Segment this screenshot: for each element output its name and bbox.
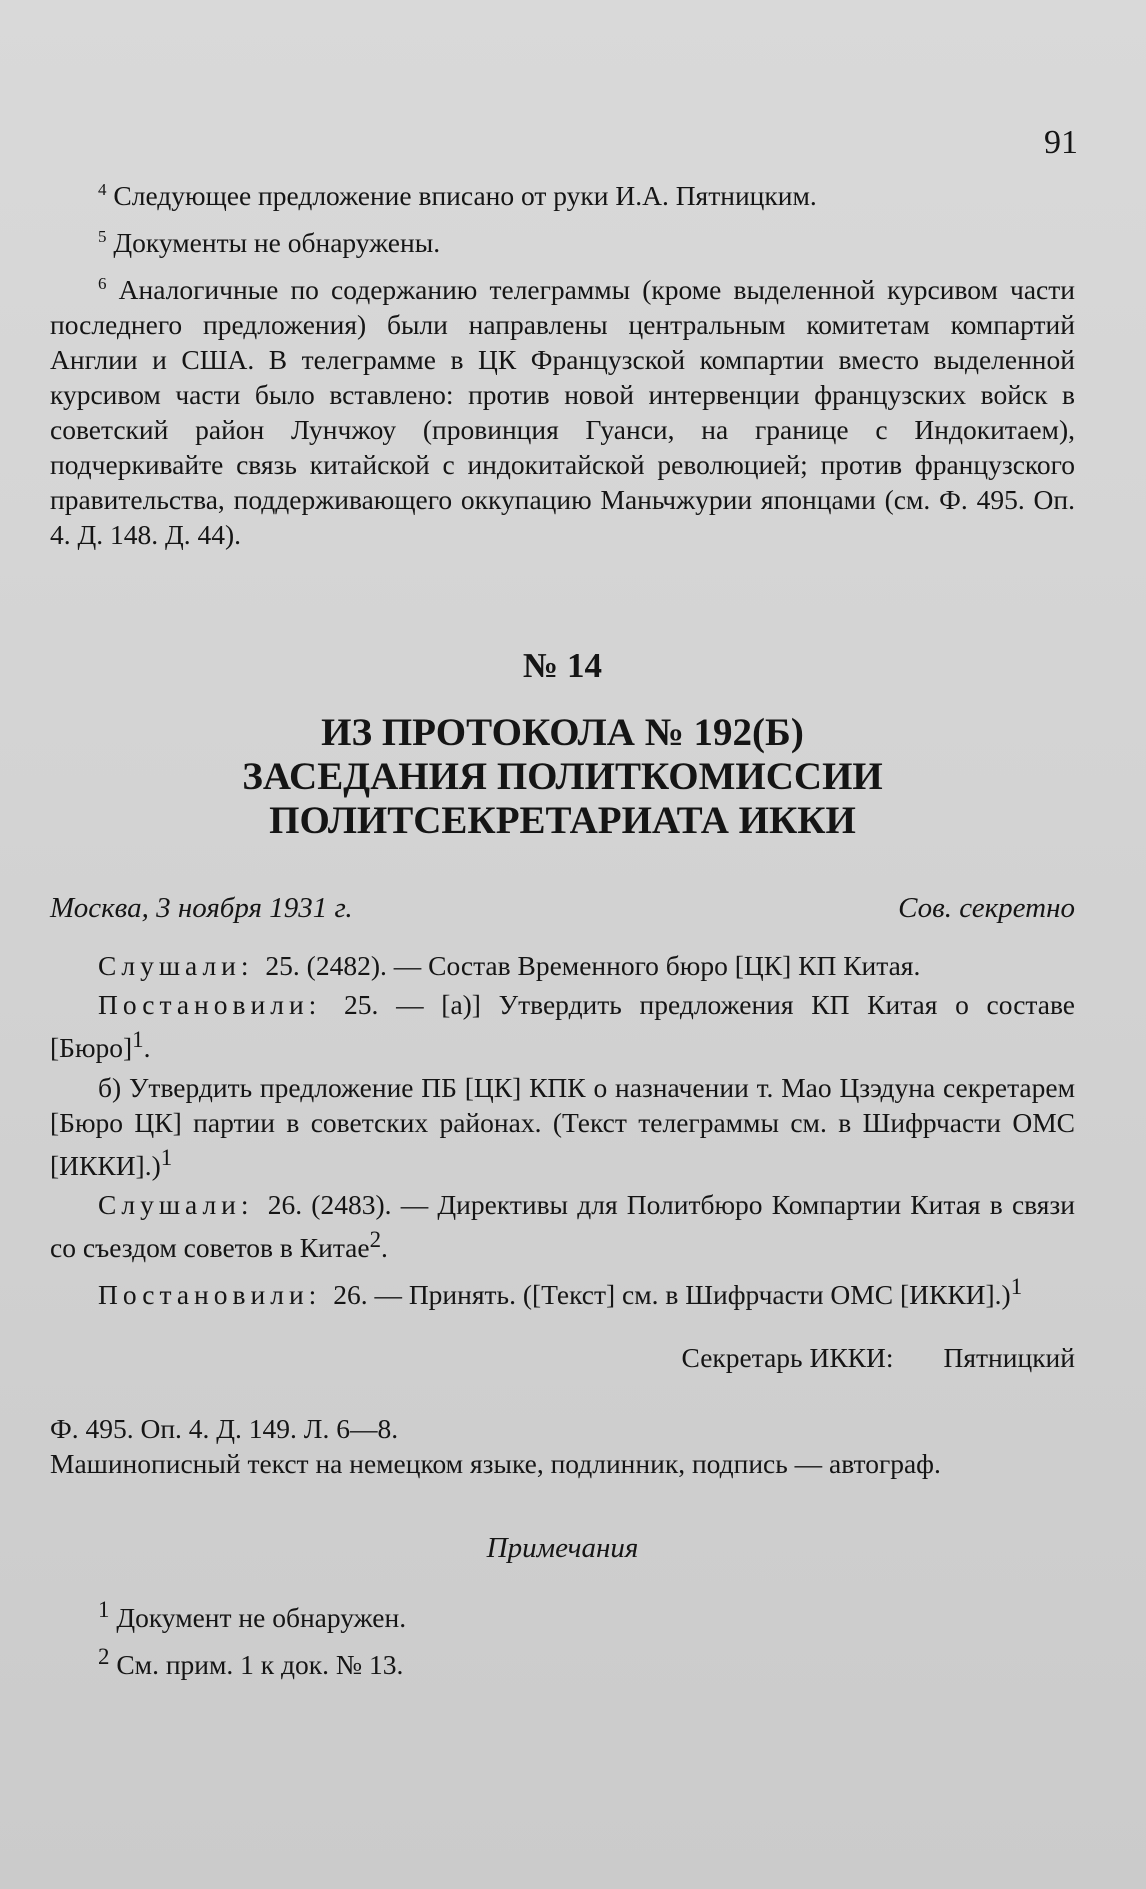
note-2: $^2$ См. прим. 1 к док. № 13. — [98, 1644, 404, 1681]
resolved-25-b: б) Утвердить предложение ПБ [ЦК] КПК о назначении т. Мао Цзэдуна секретарем [Бюро ЦК] партии в советских районах. (Текст телеграммы см. в Шифрчасти ОМС [ИККИ].)$^1$ — [50, 1071, 1075, 1181]
notes-heading: Примечания — [486, 1532, 639, 1565]
footnote-5: $^5$ Документы не обнаружены. — [98, 227, 441, 259]
signature-title: Секретарь ИККИ: — [681, 1342, 894, 1374]
signature-name: Пятницкий — [943, 1342, 1075, 1374]
classification: Сов. секретно — [898, 892, 1075, 925]
page-number: 91 — [1044, 124, 1078, 161]
place-date: Москва, 3 ноября 1931 г. — [50, 892, 353, 925]
note-1: $^1$ Документ не обнаружен. — [98, 1597, 407, 1634]
document-title-line-3: ПОЛИТСЕКРЕТАРИАТА ИККИ — [269, 799, 856, 843]
footnote-4: $^4$ Следующее предложение вписано от руки И.А. Пятницким. — [98, 180, 817, 212]
heard-25: Слушали: 25. (2482). — Состав Временного бюро [ЦК] КП Китая. — [98, 950, 921, 982]
heard-26: Слушали: 26. (2483). — Директивы для Политбюро Компартии Китая в связи со съездом советов в Китае$^2$. — [50, 1188, 1076, 1263]
footnote-6: $^6$ Аналогичные по содержанию телеграммы (кроме выделенной курсивом части последнего предложения) были направлены центральным комитетам компартий Англии и США. В телеграмме в ЦК Французской компартии вместо выделенной курсивом части было вставлено: против новой интервенции французских войск в советский район Лунчжоу (провинция Гуанси, на границе с Индокитаем), подчеркивайте связь китайской с индокитайской революцией; против французского правительства, поддерживающего оккупацию Маньчжурии японцами (см. Ф. 495. Оп. 4. Д. 148. Д. 44). — [50, 274, 1075, 551]
document-title-line-2: ЗАСЕДАНИЯ ПОЛИТКОМИССИИ — [242, 755, 883, 799]
archive-description: Машинописный текст на немецком языке, подлинник, подпись — автограф. — [50, 1448, 941, 1480]
dateline — [50, 891, 1075, 926]
archive-reference: Ф. 495. Оп. 4. Д. 149. Л. 6—8. — [50, 1413, 399, 1445]
signature-line — [50, 1340, 1075, 1375]
document-number: № 14 — [523, 646, 602, 686]
page-content — [50, 172, 1075, 1686]
document-title-line-1: ИЗ ПРОТОКОЛА № 192(Б) — [321, 711, 804, 755]
resolved-26: Постановили: 26. — Принять. ([Текст] см. в Шифрчасти ОМС [ИККИ].)$^1$ — [98, 1273, 1023, 1311]
resolved-25: Постановили: 25. — [а)] Утвердить предложения КП Китая о составе [Бюро]$^1$. — [50, 989, 1075, 1064]
